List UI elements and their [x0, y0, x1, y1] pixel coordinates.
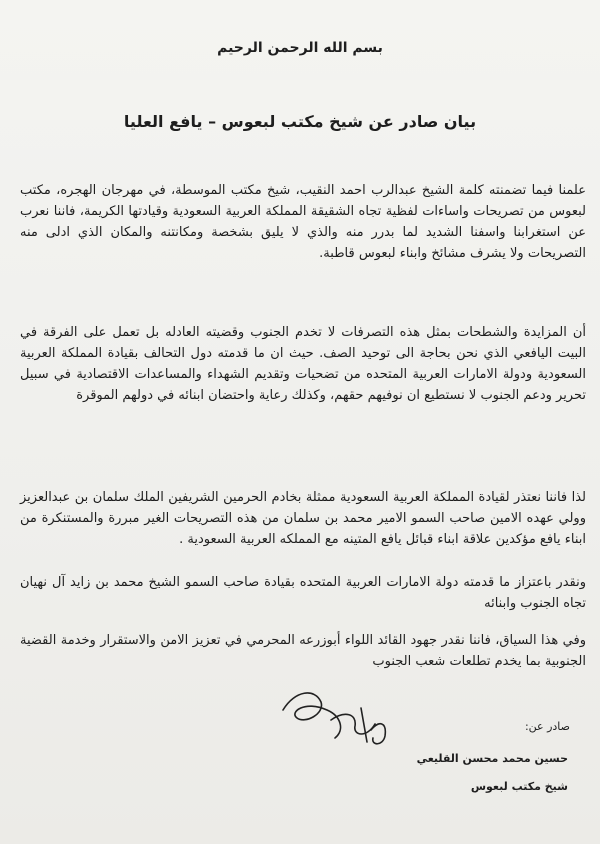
basmala-heading: بسم الله الرحمن الرحيم — [217, 40, 383, 56]
paragraph-4: ونقدر باعتزاز ما قدمته دولة الامارات العربية المتحده بقيادة صاحب السمو الشيخ محمد بن زايد آل نهيان تجاه الجنوب وابنائه — [20, 575, 586, 611]
handwritten-signature — [275, 680, 405, 752]
signer-title: شيخ مكتب لبعوس — [470, 780, 568, 793]
paragraph-5: وفي هذا السياق، فاننا نقدر جهود القائد اللواء أبوزرعه المحرمي في تعزيز الامن والاستقرار وخدمة القضية الجنوبية بما يخدم تطلعات شعب الجنوب — [20, 633, 586, 669]
paragraph-1: علمنا فيما تضمنته كلمة الشيخ عبدالرب احمد النقيب، شيخ مكتب الموسطة، في مهرجان الهجره، مكتب لبعوس من تصريحات واساءات لفظية تجاه الشقيقة المملكة العربية السعودية وقيادتها الكريمة، فاننا نعرب عن استغرابنا واسفنا الشديد لما بدرر منه والذي لا يليق بشخصة ومكانتنه والمكان الذي ادلى منه التصريحات ولا يشرف مشائخ وابناء لبعوس قاطبة. — [20, 183, 586, 261]
issued-by-label: صادر عن: — [524, 720, 570, 733]
paragraph-2: أن المزايدة والشطحات بمثل هذه التصرفات لا تخدم الجنوب وقضيته العادله بل تعمل على الفرقة في البيت اليافعي الذي نحن بحاجة الى توحيد الصف. حيث ان ما قدمته دول التحالف بقيادة المملكة العربية السعودية ودولة الامارات العربية المتحده من تضحيات وتقديم الشهداء والمساعدات الاقتصادية في سبيل تحرير ودعم الجنوب لا نستطيع ان نوفيهم حقهم، وكذلك رعاية واحتضان ابنائه في دولهم الموقرة — [20, 325, 586, 403]
signer-name: حسين محمد محسن القليعي — [416, 752, 568, 765]
statement-title: بيان صادر عن شيخ مكتب لبعوس – يافع العليا — [123, 112, 477, 131]
paragraph-3: لذا فاننا نعتذر لقيادة المملكة العربية السعودية ممثلة بخادم الحرمين الشريفين الملك سلمان بن عبدالعزيز وولي عهده الامين صاحب السمو الامير محمد بن سلمان من هذه التصريحات الغير مبررة والمستنكرة من ابناء يافع مؤكدين علاقة ابناء قبائل يافع المتينه مع المملكه العربية السعودية . — [20, 490, 586, 547]
